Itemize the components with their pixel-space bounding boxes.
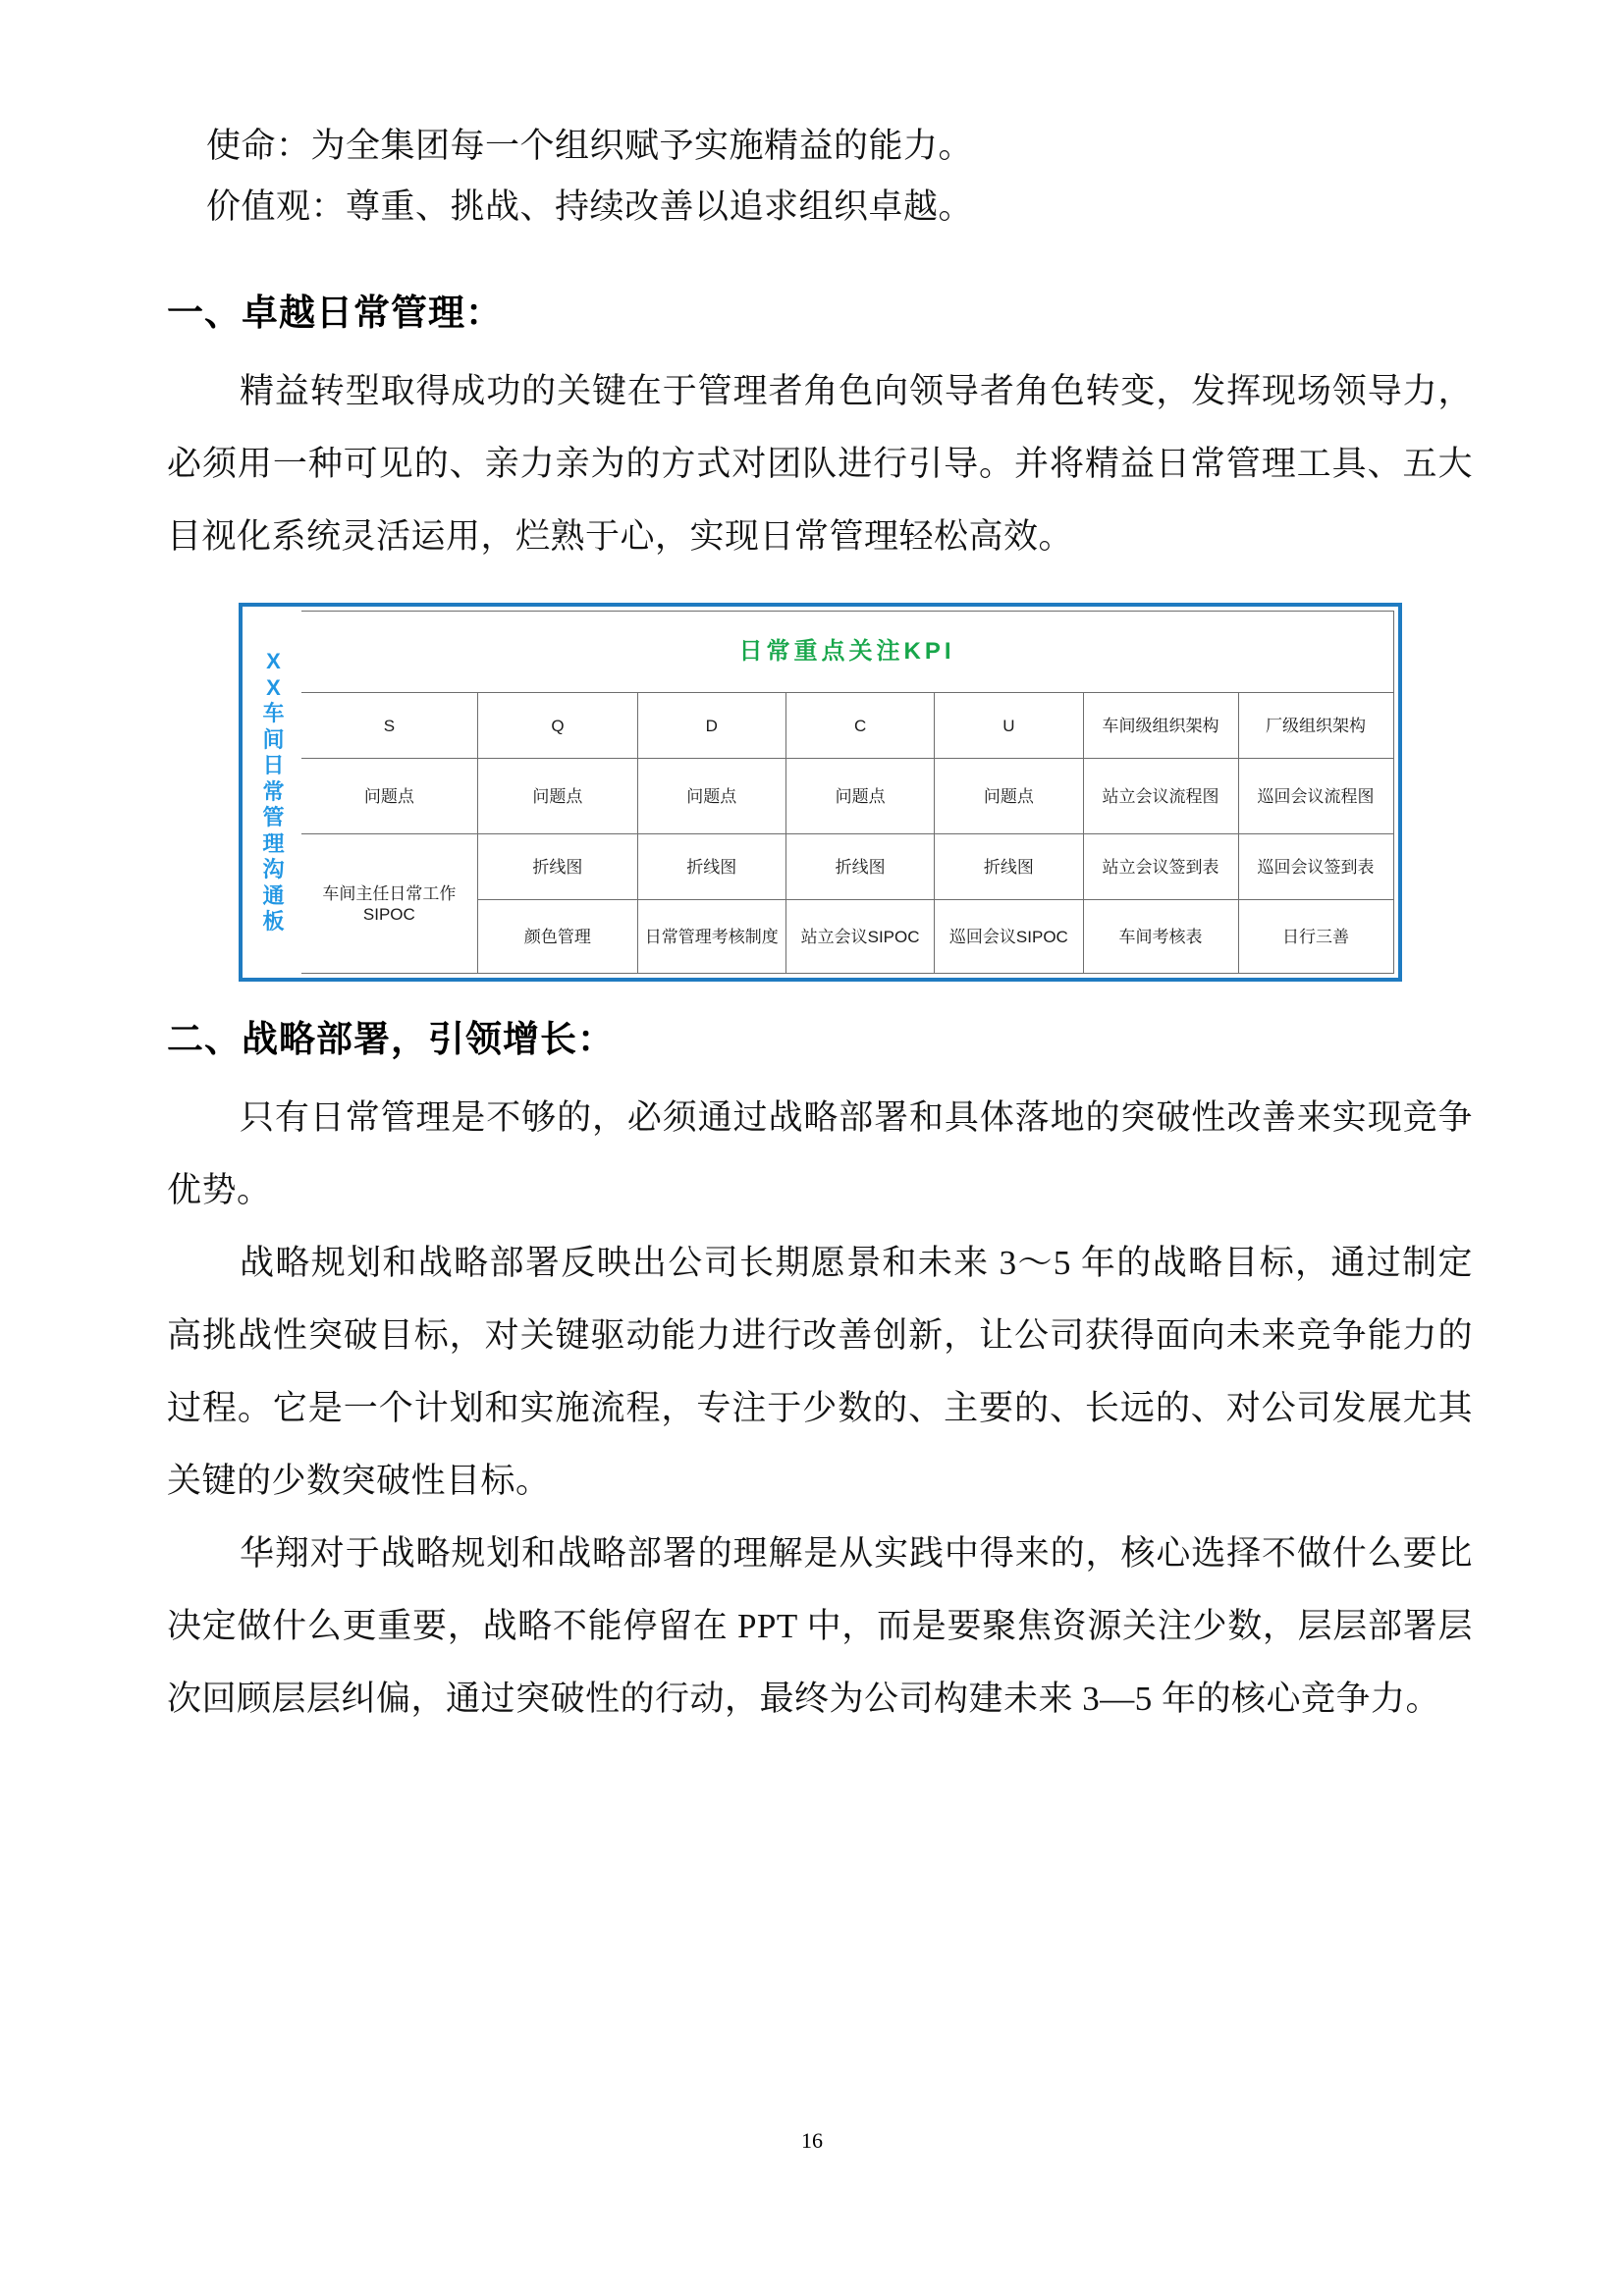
kpi-header-row xyxy=(301,693,1394,759)
board-vertical-title xyxy=(246,611,301,974)
kpi-banner-cell xyxy=(301,612,1394,693)
kpi-cell: 站立会议流程图 xyxy=(1083,759,1238,834)
table-row xyxy=(301,834,1394,900)
section-two-heading: 二、战略部署，引领增长： xyxy=(167,1019,615,1059)
kpi-cell: 问题点 xyxy=(478,759,637,834)
kpi-cell: 颜色管理 xyxy=(478,900,637,974)
section-two-paragraph-1: 只有日常管理是不够的，必须通过战略部署和具体落地的突破性改善来实现竞争优势。 xyxy=(167,1098,1473,1209)
page-number: 16 xyxy=(801,2128,823,2153)
kpi-banner-title: 日常重点关注KPI xyxy=(738,637,955,665)
values-line: 价值观：尊重、挑战、持续改善以追求组织卓越。 xyxy=(206,187,974,226)
kpi-banner-row xyxy=(301,612,1394,693)
vertical-title-char: 间 xyxy=(262,726,285,752)
kpi-cell: 折线图 xyxy=(478,834,637,900)
vertical-title-char: 常 xyxy=(262,778,285,804)
kpi-cell: 巡回会议流程图 xyxy=(1238,759,1393,834)
kpi-cell: 站立会议SIPOC xyxy=(785,900,934,974)
vertical-title-char: 板 xyxy=(262,909,285,934)
board-table-column xyxy=(301,611,1394,974)
vertical-title-char: 理 xyxy=(262,830,285,856)
vertical-title-char: 车 xyxy=(262,701,285,726)
vision-block xyxy=(167,116,1473,238)
kpi-table xyxy=(301,611,1394,974)
kpi-sipoc-line1: 车间主任日常工作 xyxy=(322,883,457,903)
kpi-col-header: U xyxy=(935,693,1083,759)
kpi-sipoc-line2: SIPOC xyxy=(362,904,415,924)
vertical-title-char: X xyxy=(266,674,281,700)
kpi-cell: 日行三善 xyxy=(1238,900,1393,974)
kpi-cell: 折线图 xyxy=(785,834,934,900)
vertical-title-char: 日 xyxy=(262,753,285,778)
section-two-paragraph-2: 战略规划和战略部署反映出公司长期愿景和未来 3～5 年的战略目标，通过制定高挑战性突破目标，对关键驱动能力进行改善创新，让公司获得面向未来竞争能力的过程。它是一个计划和实施流程，专注于少数的、主要的、长远的、对公司发展尤其关键的少数突破性目标。 xyxy=(167,1244,1473,1500)
kpi-cell: 巡回会议SIPOC xyxy=(935,900,1083,974)
kpi-col-header: 厂级组织架构 xyxy=(1238,693,1393,759)
vertical-title-char: X xyxy=(266,649,281,674)
section-two-paragraph-3: 华翔对于战略规划和战略部署的理解是从实践中得来的，核心选择不做什么要比决定做什么更重要，战略不能停留在 PPT 中，而是要聚焦资源关注少数，层层部署层次回顾层层纠偏，通过突破性的行动，最终为公司构建未来 3—5 年的核心竞争力。 xyxy=(167,1534,1473,1718)
table-row xyxy=(301,759,1394,834)
kpi-cell: 日常管理考核制度 xyxy=(637,900,785,974)
kpi-cell: 车间考核表 xyxy=(1083,900,1238,974)
section-one-heading: 一、卓越日常管理： xyxy=(167,293,503,333)
kpi-cell: 巡回会议签到表 xyxy=(1238,834,1393,900)
kpi-cell: 折线图 xyxy=(637,834,785,900)
kpi-col-header: C xyxy=(785,693,934,759)
kpi-cell: 站立会议签到表 xyxy=(1083,834,1238,900)
section-one-paragraph: 精益转型取得成功的关键在于管理者角色向领导者角色转变，发挥现场领导力，必须用一种可见的、亲力亲为的方式对团队进行引导。并将精益日常管理工具、五大目视化系统灵活运用，烂熟于心，实现日常管理轻松高效。 xyxy=(167,372,1473,556)
spacer xyxy=(167,238,1473,255)
kpi-sipoc-cell xyxy=(301,834,478,974)
kpi-board xyxy=(239,603,1402,982)
kpi-cell: 折线图 xyxy=(935,834,1083,900)
kpi-cell: 问题点 xyxy=(637,759,785,834)
page-content xyxy=(167,116,1473,1735)
kpi-cell: 问题点 xyxy=(935,759,1083,834)
kpi-col-header: 车间级组织架构 xyxy=(1083,693,1238,759)
kpi-board-figure xyxy=(167,603,1473,982)
kpi-cell: 问题点 xyxy=(301,759,478,834)
kpi-col-header: Q xyxy=(478,693,637,759)
kpi-col-header: S xyxy=(301,693,478,759)
vertical-title-char: 管 xyxy=(262,805,285,830)
vertical-title-char: 通 xyxy=(262,882,285,908)
vertical-title-char: 沟 xyxy=(262,857,285,882)
kpi-cell: 问题点 xyxy=(785,759,934,834)
mission-line: 使命：为全集团每一个组织赋予实施精益的能力。 xyxy=(206,127,974,165)
kpi-col-header: D xyxy=(637,693,785,759)
